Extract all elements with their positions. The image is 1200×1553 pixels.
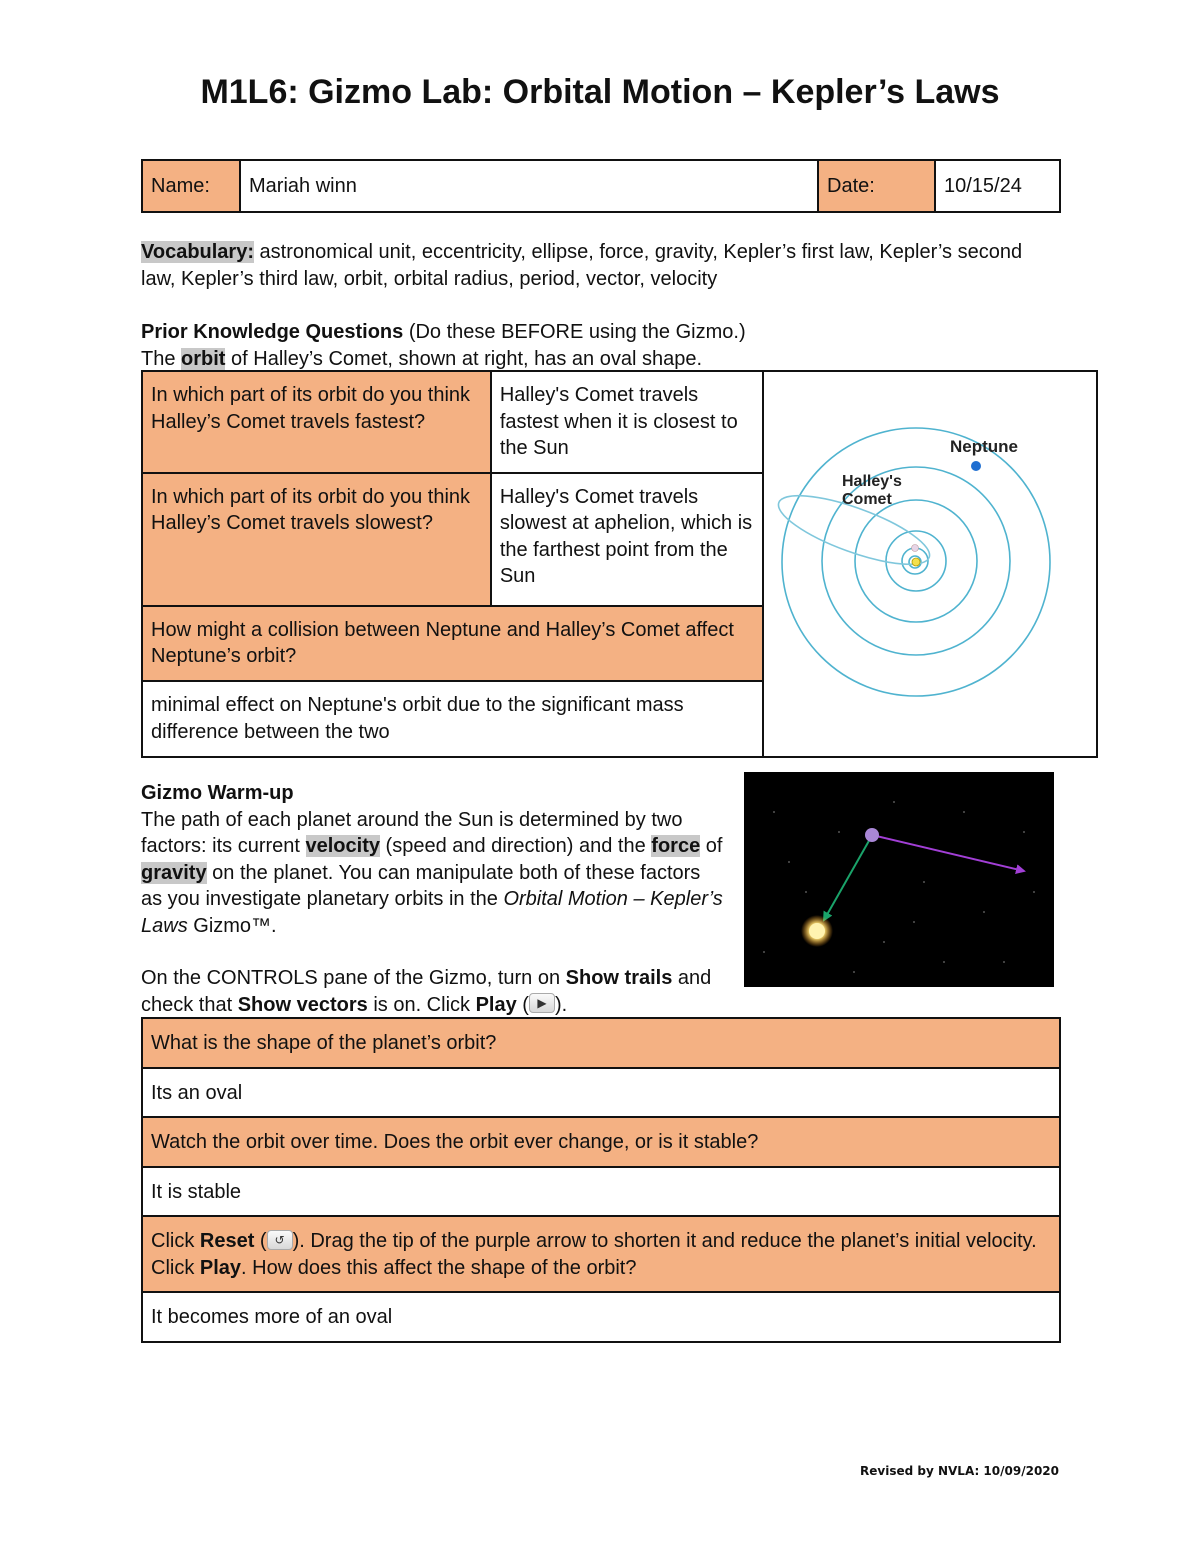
- neptune-icon: [971, 461, 981, 471]
- warmup-text: on the planet. You can manipulate both of these factors as you investigate planetary orbits in the: [141, 861, 701, 910]
- halley-orbit-diagram: [763, 371, 1097, 757]
- orbit-term: orbit: [181, 347, 226, 370]
- q3-text: (: [254, 1230, 267, 1252]
- gizmo-vectors-svg: [744, 772, 1054, 987]
- show-trails-label: Show trails: [565, 967, 673, 989]
- neptune-label: Neptune: [950, 437, 1018, 456]
- reset-label: Reset: [199, 1230, 255, 1252]
- halley-label-line1: Halley's: [842, 473, 902, 490]
- vocabulary-list: astronomical unit, eccentricity, ellipse, force, gravity, Kepler’s first law, Kepler’s second law, Kepler’s third law, orbit, orbital radius, period, vector, velocity: [141, 241, 1023, 290]
- warmup-text: of: [700, 835, 723, 857]
- warmup-question-1: What is the shape of the planet’s orbit?: [142, 1018, 1060, 1068]
- play-label-2: Play: [199, 1256, 242, 1279]
- prior-knowledge-note: (Do these BEFORE using the Gizmo.): [403, 321, 746, 343]
- halley-orbit-svg: [764, 372, 1094, 748]
- comet-icon: [912, 545, 919, 552]
- gravity-term: gravity: [141, 861, 207, 884]
- q3-text: . How does this affect the shape of the orbit?: [241, 1256, 637, 1279]
- controls-paragraph: [141, 965, 761, 1018]
- answer-1[interactable]: Halley's Comet travels fastest when it is closest to the Sun: [491, 371, 763, 473]
- velocity-term: velocity: [305, 835, 380, 857]
- prior-knowledge-heading: Prior Knowledge Questions: [141, 321, 404, 343]
- warmup-text: (speed and direction) and the: [379, 835, 652, 857]
- controls-text: ).: [554, 993, 568, 1016]
- q3-text: Click: [151, 1230, 200, 1252]
- warmup-answer-3[interactable]: It becomes more of an oval: [142, 1292, 1060, 1342]
- background-stars: [763, 801, 1035, 973]
- controls-text: (: [516, 993, 529, 1016]
- force-term: force: [651, 835, 701, 857]
- prior-knowledge-table: [141, 370, 1098, 758]
- play-label: Play: [475, 993, 517, 1016]
- answer-2[interactable]: Halley's Comet travels slowest at aphelion, which is the farthest point from the Sun: [491, 473, 763, 606]
- question-3: How might a collision between Neptune and Halley’s Comet affect Neptune’s orbit?: [142, 606, 763, 681]
- sun-icon: [809, 923, 825, 939]
- sun-icon: [912, 558, 920, 566]
- gizmo-name: Orbital Motion – Kepler’s Laws: [141, 888, 723, 937]
- question-1: In which part of its orbit do you think Halley’s Comet travels fastest?: [142, 371, 491, 473]
- prior-knowledge-intro: [141, 319, 1041, 372]
- velocity-arrow: [872, 835, 1024, 871]
- vocabulary-paragraph: [141, 239, 1041, 292]
- warmup-table: [141, 1017, 1061, 1343]
- warmup-answer-1[interactable]: Its an oval: [142, 1068, 1060, 1118]
- warmup-answer-2[interactable]: It is stable: [142, 1167, 1060, 1217]
- revision-footer: Revised by NVLA: 10/09/2020: [860, 1464, 1059, 1478]
- name-label: Name:: [142, 160, 240, 212]
- answer-3[interactable]: minimal effect on Neptune's orbit due to the significant mass difference between the two: [142, 681, 763, 757]
- controls-text: is on. Click: [367, 993, 476, 1016]
- planet-icon: [865, 828, 879, 842]
- warmup-question-2: Watch the orbit over time. Does the orbit ever change, or is it stable?: [142, 1117, 1060, 1167]
- play-icon: ▶: [529, 993, 555, 1013]
- name-field[interactable]: Mariah winn: [240, 160, 818, 212]
- warmup-question-3: [142, 1216, 1060, 1292]
- intro-text: The: [141, 347, 182, 370]
- reset-icon: ↺: [267, 1230, 293, 1250]
- gizmo-screenshot: [744, 772, 1054, 987]
- warmup-heading: Gizmo Warm-up: [141, 782, 294, 804]
- date-label: Date:: [818, 160, 935, 212]
- page-title: M1L6: Gizmo Lab: Orbital Motion – Kepler’s Laws: [200, 73, 1000, 111]
- question-2: In which part of its orbit do you think Halley’s Comet travels slowest?: [142, 473, 491, 606]
- warmup-text: The path of each planet around the Sun is determined by two factors: its current: [141, 808, 683, 857]
- q3-text: ). Drag the tip of the purple arrow to shorten it and reduce the planet’s initial velocity. Click: [151, 1230, 1037, 1279]
- show-vectors-label: Show vectors: [237, 993, 368, 1016]
- student-info-table: [141, 159, 1061, 213]
- date-field[interactable]: 10/15/24: [935, 160, 1060, 212]
- vocabulary-label: Vocabulary:: [141, 241, 254, 263]
- gravity-arrow: [824, 839, 870, 920]
- warmup-text: Gizmo™.: [187, 914, 277, 937]
- warmup-paragraph: [141, 780, 726, 939]
- controls-text: On the CONTROLS pane of the Gizmo, turn on: [141, 967, 566, 989]
- intro-text-end: of Halley’s Comet, shown at right, has an oval shape.: [225, 347, 703, 370]
- halley-label-line2: Comet: [842, 491, 892, 508]
- controls-text: and check that: [141, 967, 712, 1016]
